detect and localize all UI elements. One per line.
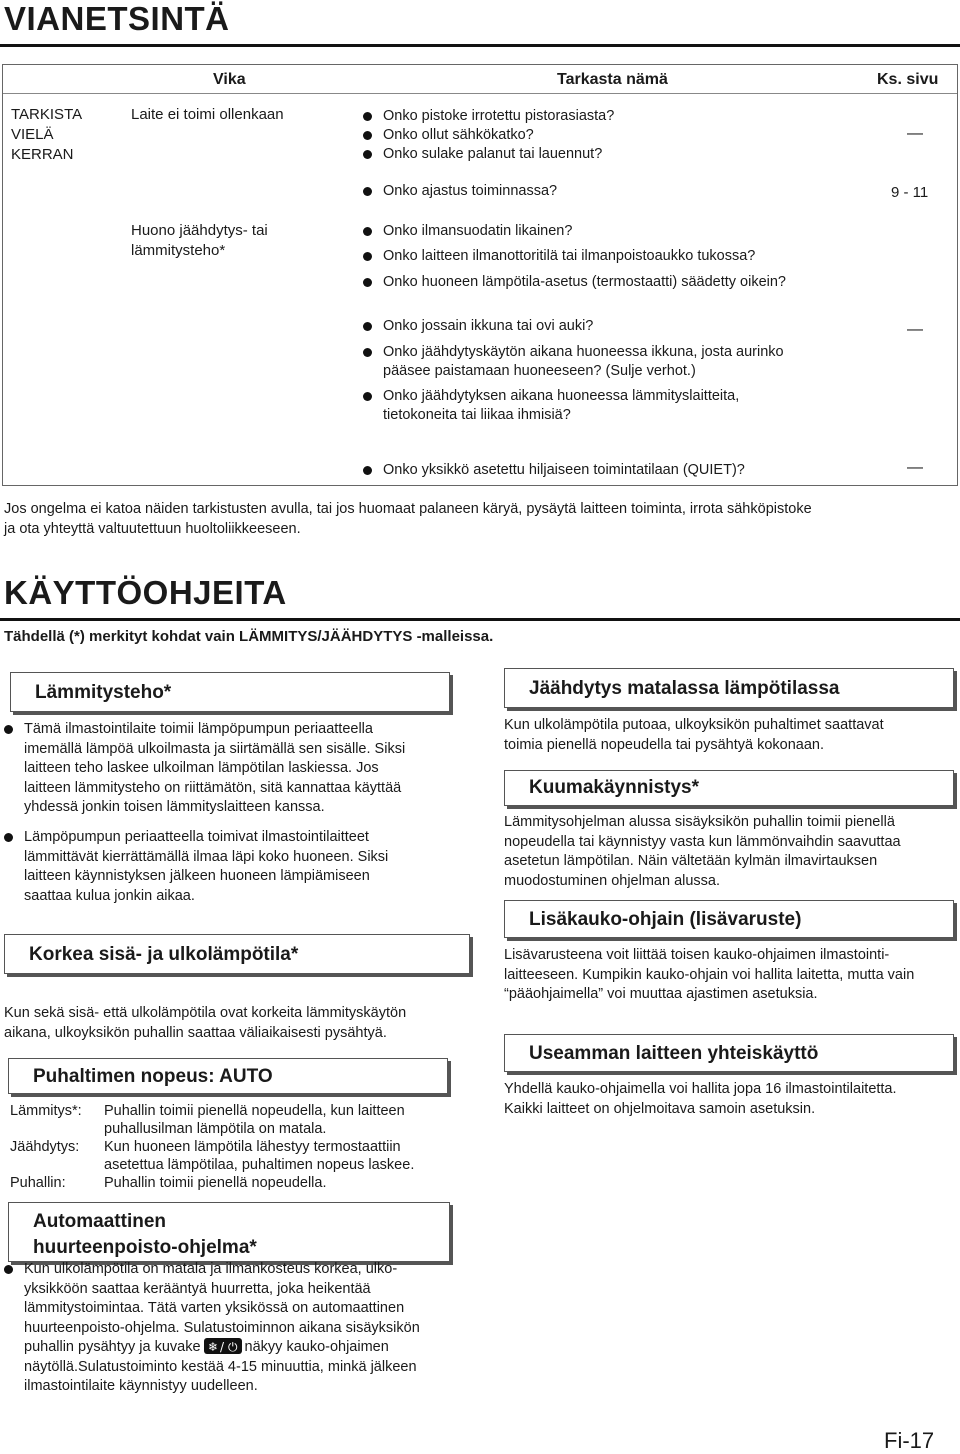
- check-item: Onko pistoke irrotettu pistorasiasta?: [363, 107, 823, 127]
- svg-text:⏻: ⏻: [227, 1340, 238, 1354]
- info-bullet: Tämä ilmastointilaite toimii lämpöpumpun periaatteella imemällä lämpöä ulkoilmasta ja siirtämällä sen sisälle. Siksi laitteen teho laskee ulkoilman lämpötilan laskiessa. Jos laitteen lämmitysteho on riittämätön, sitä kannattaa käyttää yhdessä jonkin toisen lämmityslaitteen kanssa.: [4, 720, 474, 820]
- bullet-icon: [363, 187, 372, 196]
- fan-text: Kun huoneen lämpötila lähestyy termostaattiin asetettua lämpötilaa, puhaltimen nopeus laskee.: [104, 1139, 415, 1173]
- fan-text: Puhallin toimii pienellä nopeudella.: [104, 1175, 327, 1191]
- info-text: Lämmitysohjelman alussa sisäyksikön puhallin toimii pienellä nopeudella tai käynnistyy vasta kun lämmönvaihdin saavuttaa asetetun lämpötilan. Näin vältetään kylmän ilmavirtauksen muodostuminen ohjelman alussa.: [504, 814, 901, 889]
- heading-box-kuumakaynnistys: Kuumakäynnistys*: [504, 770, 954, 806]
- check-item: Onko sulake palanut tai lauennut?: [363, 145, 823, 165]
- bullet-icon: [363, 466, 372, 475]
- heading-box-lammitysteho: Lämmitysteho*: [10, 672, 450, 712]
- fan-label: Lämmitys*:: [10, 1103, 82, 1119]
- bullet-icon: [363, 348, 372, 357]
- troubleshooting-note: Jos ongelma ei katoa näiden tarkistusten avulla, tai jos huomaat palaneen käryä, pysäytä laitteen toiminta, irrota sähköpistoke ja ota yhteyttä valtuutettuun huoltoliikkeeseen.: [4, 501, 812, 537]
- info-bullet: [4, 1260, 474, 1394]
- check-item: Onko ilmansuodatin likainen?: [363, 222, 863, 242]
- page-number: Fi-17: [884, 1428, 935, 1453]
- bullet-icon: [363, 392, 372, 401]
- title-rule: [0, 44, 960, 47]
- svg-text:❄: ❄: [207, 1340, 218, 1354]
- fan-text: Puhallin toimii pienellä nopeudella, kun laitteen puhallusilman lämpötila on matala.: [104, 1103, 405, 1137]
- heading-box-lisakauko: Lisäkauko-ohjain (lisävaruste): [504, 900, 954, 938]
- bullet-icon: [4, 1265, 13, 1274]
- info-text: Kun ulkolämpötila putoaa, ulkoyksikön puhaltimet saattavat toimia pienellä nopeudella tai pysähtyä kokonaan.: [504, 717, 884, 753]
- fan-label: Jäähdytys:: [10, 1139, 80, 1155]
- bullet-icon: [363, 322, 372, 331]
- check-item: Onko jäähdytyksen aikana huoneessa lämmityslaitteita, tietokoneita tai liikaa ihmisiä?: [363, 387, 863, 427]
- title-rule: [0, 618, 960, 621]
- page-ref: —: [907, 125, 923, 142]
- table-header-rule: [3, 93, 957, 94]
- bullet-icon: [363, 278, 372, 287]
- info-text: Lisävarusteena voit liittää toisen kauko-ohjaimen ilmastointi- laitteeseen. Kumpikin kauko-ohjain voi hallita laitetta, mutta vain “pääohjaimella” voi muuttaa ajastimen asetuksia.: [504, 947, 915, 1002]
- header-vika: Vika: [213, 71, 246, 88]
- bullet-icon: [4, 725, 13, 734]
- check-item: Onko ollut sähkökatko?: [363, 126, 823, 146]
- check-item: Onko jäähdytyskäytön aikana huoneessa ikkuna, josta aurinko pääsee paistamaan huoneeseen? (Sulje verhot.): [363, 343, 863, 383]
- info-text: Yhdellä kauko-ohjaimella voi hallita jopa 16 ilmastointilaitetta. Kaikki laitteet on ohjelmoitava samoin asetuksin.: [504, 1081, 897, 1117]
- heading-box-huurteenpoisto: Automaattinen huurteenpoisto-ohjelma*: [8, 1202, 450, 1262]
- page-ref: 9 - 11: [891, 184, 929, 201]
- bullet-icon: [363, 112, 372, 121]
- check-item: Onko yksikkö asetettu hiljaiseen toimintatilaan (QUIET)?: [363, 461, 863, 481]
- section-title-kayttoohjeita: KÄYTTÖOHJEITA: [4, 574, 287, 611]
- defrost-icon: [204, 1338, 242, 1354]
- fan-label: Puhallin:: [10, 1175, 66, 1191]
- header-tarkasta: Tarkasta nämä: [557, 71, 668, 88]
- header-sivu: Ks. sivu: [877, 71, 939, 88]
- check-item: Onko jossain ikkuna tai ovi auki?: [363, 317, 863, 337]
- heading-box-korkea: Korkea sisä- ja ulkolämpötila*: [4, 934, 470, 974]
- heading-box-useamman: Useamman laitteen yhteiskäyttö: [504, 1034, 954, 1072]
- info-text: Kun sekä sisä- että ulkolämpötila ovat korkeita lämmityskäytön aikana, ulkoyksikön puhallin saattaa väliaikaisesti pysähtyä.: [4, 1005, 407, 1041]
- bullet-icon: [363, 227, 372, 236]
- page-ref: —: [907, 459, 923, 476]
- section-title-vianetsinta: VIANETSINTÄ: [4, 0, 230, 37]
- svg-text:/: /: [219, 1340, 224, 1354]
- heading-box-jaahdytys-matala: Jäähdytys matalassa lämpötilassa: [504, 668, 954, 708]
- bullet-icon: [363, 252, 372, 261]
- problem-poor-performance: Huono jäähdytys- tai lämmitysteho*: [131, 222, 268, 259]
- check-item: Onko laitteen ilmanottoritilä tai ilmanpoistoaukko tukossa?: [363, 247, 863, 267]
- defrost-text-a: Kun ulkolämpötila on matala ja ilmankosteus korkea, ulko- yksikköön saattaa kerääntyä huurretta, joka heikentää lämmitystoimintaa. Tätä varten yksikössä on automaattinen huurteenpoisto-ohjelma. Sulatustoiminnon aikana sisäyksikön puhallin pysähtyy ja kuvake: [24, 1261, 420, 1355]
- bullet-icon: [363, 131, 372, 140]
- troubleshooting-table: [2, 64, 958, 486]
- problem-no-operation: Laite ei toimi ollenkaan: [131, 106, 284, 123]
- bullet-icon: [363, 150, 372, 159]
- heading-box-puhallin: Puhaltimen nopeus: AUTO: [8, 1058, 448, 1094]
- check-item: Onko ajastus toiminnassa?: [363, 182, 823, 202]
- category-cell: TARKISTA VIELÄ KERRAN: [11, 106, 83, 163]
- bullet-icon: [4, 833, 13, 842]
- info-bullet: Lämpöpumpun periaatteella toimivat ilmastointilaitteet lämmittävät kierrättämällä ilmaa läpi koko huoneen. Siksi laitteen käynnistyksen jälkeen huoneen lämpiämiseen saattaa kulua jonkin aikaa.: [4, 828, 474, 908]
- models-note: Tähdellä (*) merkityt kohdat vain LÄMMITYS/JÄÄHDYTYS -malleissa.: [4, 628, 494, 645]
- check-item: Onko huoneen lämpötila-asetus (termostaatti) säädetty oikein?: [363, 273, 863, 293]
- defrost-text-b: näkyy kauko-ohjaimen näytöllä.Sulatustoiminto kestää 4-15 minuuttia, minkä jälkeen ilmastointilaite käynnistyy uudelleen.: [24, 1339, 417, 1394]
- page-ref: —: [907, 321, 923, 338]
